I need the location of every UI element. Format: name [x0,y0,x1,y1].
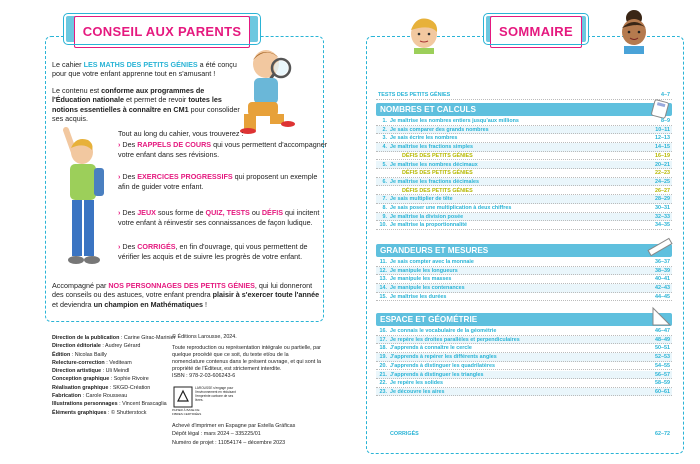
section-nombres-calculs: NOMBRES ET CALCULS [376,103,672,116]
credit-line: Direction de la publication : Carine Girac-Marinier [52,335,176,341]
chapter-pages: 44–45 [655,293,670,300]
credit-line: Direction artistique : Uli Meindl [52,368,130,375]
chapter-number: 18. [379,345,387,352]
summary-chapter-row[interactable] [376,379,672,388]
summary-defis-row[interactable] [376,152,672,161]
chapter-number: 11. [379,259,387,265]
chapter-pages: 50–51 [655,345,670,352]
legal-block [172,334,322,380]
chapter-pages: 46–47 [655,328,670,334]
chapter-title: Je repère les solides [390,380,444,387]
credit-line: Édition : Nicolas Bailly [52,351,107,358]
intro-lead: Tout au long du cahier, vous trouverez : [118,129,244,138]
chapter-number: 13. [379,276,387,283]
chapter-title: Je maîtrise la proportionnalité [390,222,467,229]
ruler-icon [646,236,674,258]
chapter-title: DÉFIS DES PETITS GÉNIES [402,187,473,194]
bullet-jeux: › Des JEUX sous forme de QUIZ, TESTS ou DÉFIS qui incitent votre enfant à réinvestir ses connaissances de façon ludique. [118,208,320,227]
advice-title: CONSEIL AUX PARENTS [74,16,251,48]
summary-defis-row[interactable] [376,169,672,178]
chapter-pages: 30–31 [655,205,670,211]
chapter-title: Je sais multiplier de tête [390,196,453,203]
summary-chapter-row[interactable] [376,267,672,276]
summary-chapter-row[interactable] [376,371,672,380]
summary-tests-row[interactable]: TESTS DES PETITS GÉNIES 4–7 [378,92,670,98]
chapter-title: Je manipule les masses [390,276,452,283]
chapter-pages: 58–59 [655,380,670,387]
chapter-title: J'apprends à connaître le cercle [390,345,472,352]
summary-chapter-row[interactable] [376,161,672,170]
chapter-title: Je maîtrise les nombres entiers jusqu'aux millions [390,118,519,124]
print-info: Achevé d'imprimer en Espagne par Estella Gráficas Dépôt légal : mars 2024 – 335225/01 Numéro de projet : 11054174 – décembre 2023 [172,423,296,446]
chapter-number: 3. [382,135,387,142]
chapter-pages: 32–33 [655,213,670,220]
chapter-number: 20. [379,362,387,369]
chapter-pages: 16–19 [655,152,670,159]
copyright: © Éditions Larousse, 2024. [172,334,237,340]
summary-chapter-row[interactable] [376,126,672,135]
chapter-pages: 40–41 [655,276,670,283]
summary-chapter-row[interactable] [376,195,672,204]
summary-chapter-row[interactable] [376,213,672,222]
chapter-number: 1. [382,118,387,124]
chapter-number: 9. [382,213,387,220]
summary-chapter-row[interactable] [376,117,672,126]
summary-chapter-row[interactable] [376,275,672,284]
chapter-pages: 26–27 [655,187,670,194]
chapter-pages: 12–13 [655,135,670,142]
summary-chapter-row[interactable] [376,221,672,230]
chapter-title: Je maîtrise les fractions décimales [390,178,479,185]
credit-line: Éléments graphiques : © Shutterstock [52,409,147,416]
summary-chapter-row[interactable] [376,293,672,302]
chapter-title: DÉFIS DES PETITS GÉNIES [402,170,473,177]
pefc-label: PAPIER À BASE DE FIBRES CERTIFIÉES [172,408,202,416]
intro-paragraph-2: Le contenu est conforme aux programmes de l'Éducation nationale et permet de revoir toutes les notions essentielles à connaître en CM1 pour consolider ses acquis. [52,86,240,124]
summary-chapter-row[interactable] [376,204,672,213]
summary-corriges-row[interactable]: CORRIGÉS 62–72 [390,431,670,437]
chapter-title: J'apprends à distinguer les triangles [390,371,484,378]
credit-line: Fabrication : Carole Rousseau [52,393,128,400]
summary-title: SOMMAIRE [490,16,582,48]
eco-label-text: LAROUSSE s'engage pour l'environnement en réduisant l'empreinte carbone de ses livres. [195,386,236,402]
chapter-number: 5. [382,161,387,168]
boy-waving-illustration [54,124,114,274]
chapter-title: Je maîtrise la division posée [390,213,464,220]
chapter-title: Je sais poser une multiplication à deux chiffres [390,205,512,211]
chapter-number: 21. [379,371,387,378]
credits-list [52,334,175,417]
chapter-title: J'apprends à distinguer les quadrilatères [390,362,495,369]
chapter-pages: 8–9 [661,118,670,124]
credit-line: Relecture-correction : Vediteam [52,359,132,366]
calculator-icon [650,99,672,119]
chapter-number: 6. [382,178,387,185]
bullet-rappels: › Des RAPPELS DE COURS qui vous permettent d'accompagner votre enfant dans ses révisions. [118,140,328,159]
summary-chapter-row[interactable] [376,143,672,152]
chapter-pages: 22–23 [655,170,670,177]
section-espace-geometrie: ESPACE ET GÉOMÉTRIE [376,313,672,326]
chapter-number: 22. [379,380,387,387]
chapter-title: Je sais compter avec la monnaie [390,259,474,265]
chapter-pages: 20–21 [655,161,670,168]
chapter-pages: 42–43 [655,285,670,292]
chapter-number: 4. [382,144,387,151]
chapter-pages: 14–15 [655,144,670,151]
advice-title-banner [64,14,260,44]
summary-chapter-row[interactable] [376,284,672,293]
chapter-number: 12. [379,267,387,274]
chapter-pages: 52–53 [655,354,670,361]
chapter-number: 10. [379,222,387,229]
chapter-title: Je découvre les aires [390,388,445,395]
chapter-number: 17. [379,336,387,343]
chapter-pages: 38–39 [655,267,670,274]
credit-line: Conception graphique : Sophie Rivoire [52,376,149,383]
legal-notice: Toute reproduction ou représentation intégrale ou partielle, par quelque procédé que ce soit, du texte et/ou de la nomenclature contenus dans le présent ouvrage, et qui sont la propriété de l'Éditeur, est strictement interdite. [172,345,321,372]
chapter-title: Je maîtrise les durées [390,293,447,300]
isbn: ISBN : 978-2-03-606243-6 [172,373,236,379]
chapter-title: Je repère les droites parallèles et perpendiculaires [390,336,520,343]
recycle-logo-icon [173,386,193,408]
child-portrait-left-illustration [402,10,446,54]
chapter-pages: 10–11 [655,126,670,133]
chapter-title: Je connais le vocabulaire de la géométrie [390,328,497,334]
chapter-number: 2. [382,126,387,133]
summary-chapter-row[interactable] [376,327,672,336]
summary-title-banner [484,14,588,44]
chapter-title: Je manipule les contenances [390,285,465,292]
chapter-number: 14. [379,285,387,292]
chapter-title: Je manipule les longueurs [390,267,458,274]
section-grandeurs-mesures: GRANDEURS ET MESURES [376,244,672,257]
bullet-exercices: › Des EXERCICES PROGRESSIFS qui proposent un exemple afin de guider votre enfant. [118,172,318,191]
summary-defis-row[interactable] [376,187,672,196]
intro-paragraph-1: Le cahier LES MATHS DES PETITS GÉNIES a été conçu pour que votre enfant apprenne tout en s'amusant ! [52,60,237,79]
chapter-title: DÉFIS DES PETITS GÉNIES [402,152,473,159]
chapter-pages: 54–55 [655,362,670,369]
credit-line: Réalisation graphique : SKGD-Création [52,384,151,391]
set-square-icon [650,305,674,329]
chapter-pages: 36–37 [655,259,670,265]
summary-chapter-row[interactable] [376,134,672,143]
chapter-title: Je sais comparer des grands nombres [390,126,489,133]
chapter-title: Je sais écrire les nombres [390,135,458,142]
summary-chapter-row[interactable] [376,178,672,187]
right-page [350,0,700,464]
closing-paragraph: Accompagné par NOS PERSONNAGES DES PETITS GÉNIES, qui lui donneront des conseils ou des astuces, votre enfant prendra plaisir à s'exercer toute l'année et deviendra un champion en Mathématiques ! [52,281,320,309]
chapter-pages: 48–49 [655,336,670,343]
credit-line: Illustrations personnages : Vincent Brascaglia [52,401,167,408]
chapter-title: Je maîtrise les fractions simples [390,144,473,151]
boy-magnifier-illustration [236,44,302,134]
summary-chapter-row[interactable] [376,336,672,345]
chapter-number: 15. [379,293,387,300]
bullet-corriges: › Des CORRIGÉS, en fin d'ouvrage, qui vous permettent de vérifier les acquis et de suivre les progrès de votre enfant. [118,242,308,261]
chapter-title: J'apprends à repérer les différents angles [390,354,497,361]
chapter-number: 8. [382,205,387,211]
summary-chapter-row[interactable] [376,362,672,371]
credit-line: Direction éditoriale : Audrey Gérard [52,343,141,350]
summary-chapter-row[interactable] [376,344,672,353]
chapter-number: 23. [379,388,387,395]
chapter-title: Je maîtrise les nombres décimaux [390,161,478,168]
chapter-pages: 28–29 [655,196,670,203]
summary-chapter-row[interactable] [376,258,672,267]
chapter-number: 7. [382,196,387,203]
summary-chapter-row[interactable] [376,388,672,397]
chapter-pages: 60–61 [655,388,670,395]
chapter-number: 16. [379,328,387,334]
child-portrait-right-illustration [612,8,656,54]
chapter-number: 19. [379,354,387,361]
chapter-pages: 24–25 [655,178,670,185]
chapter-pages: 56–57 [655,371,670,378]
chapter-pages: 34–35 [655,222,670,229]
summary-chapter-row[interactable] [376,353,672,362]
